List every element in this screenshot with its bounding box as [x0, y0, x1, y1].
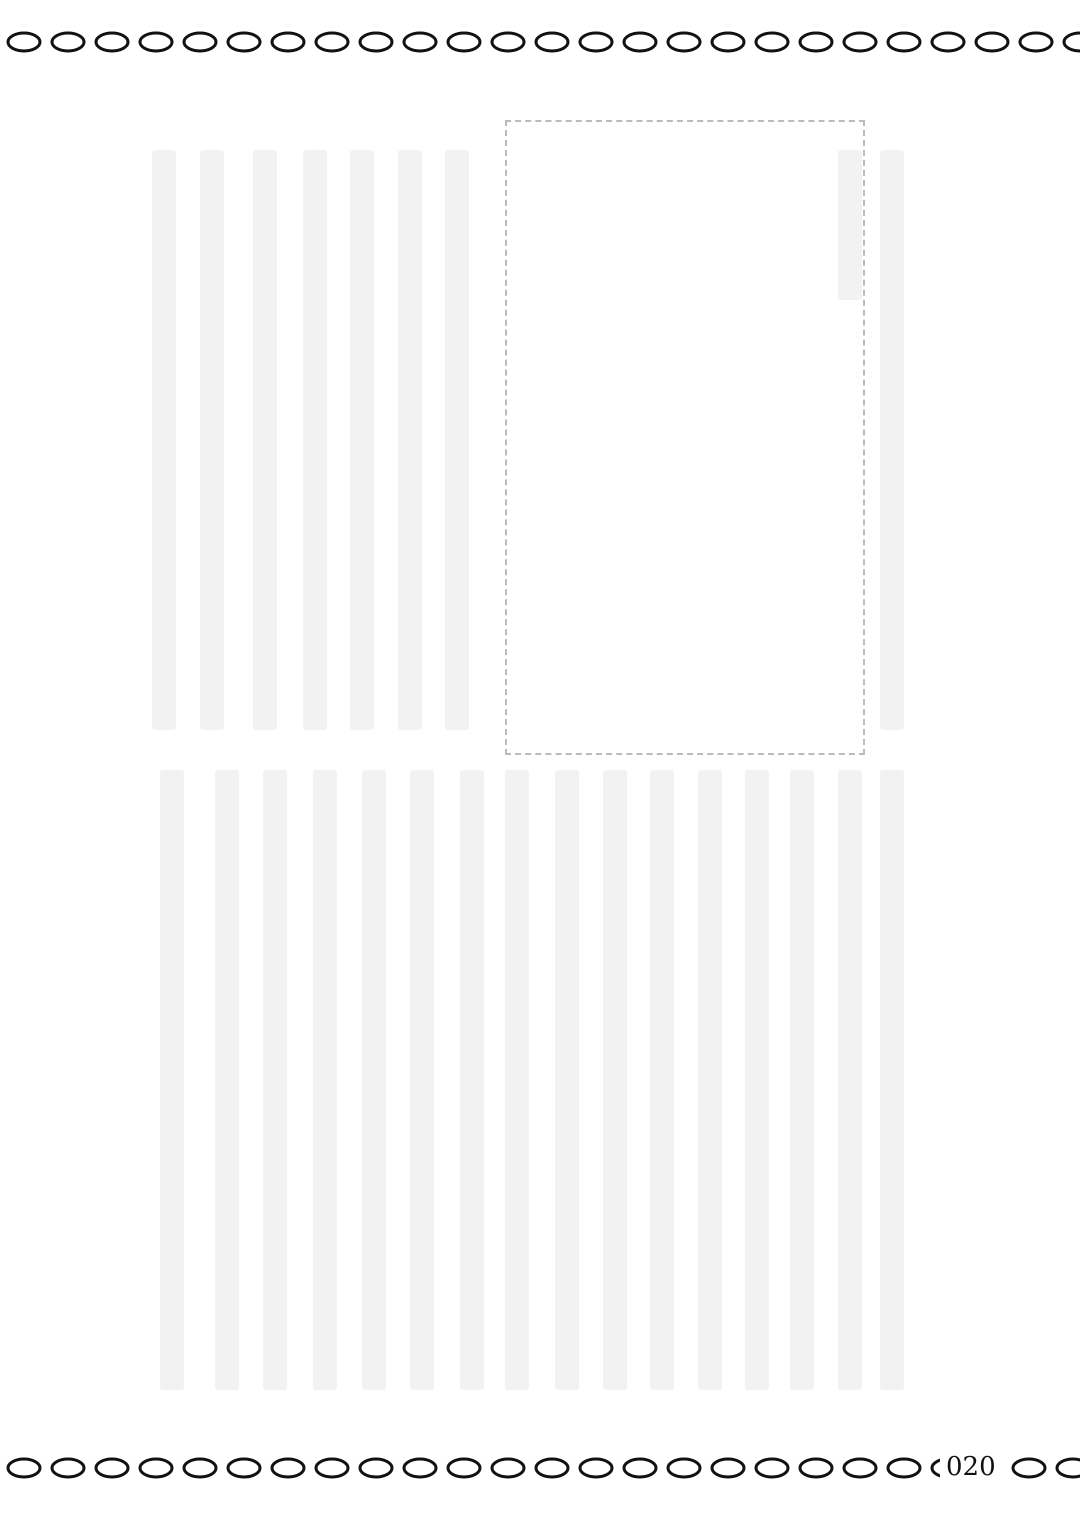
chain-link	[976, 33, 1008, 51]
illustration-placeholder	[505, 120, 865, 755]
chain-link	[228, 33, 260, 51]
chain-link	[624, 33, 656, 51]
chain-link	[360, 33, 392, 51]
chain-link	[272, 1459, 304, 1477]
text-column-placeholder	[790, 770, 814, 1390]
chain-link	[492, 33, 524, 51]
text-column-placeholder	[160, 770, 184, 1390]
text-column-placeholder	[152, 150, 176, 730]
text-column-placeholder	[505, 770, 529, 1390]
decorative-chain-border-bottom	[0, 1448, 940, 1488]
chain-link	[404, 1459, 436, 1477]
chain-link	[800, 1459, 832, 1477]
text-column-placeholder	[200, 150, 224, 730]
chain-link	[844, 1459, 876, 1477]
chain-link	[448, 33, 480, 51]
chain-link	[492, 1459, 524, 1477]
text-column-placeholder	[313, 770, 337, 1390]
text-column-placeholder	[838, 770, 862, 1390]
decorative-chain-border-bottom-end	[1005, 1448, 1080, 1488]
chain-link	[1064, 33, 1080, 51]
text-column-placeholder	[745, 770, 769, 1390]
chain-link	[800, 33, 832, 51]
chain-link	[668, 33, 700, 51]
chain-link	[8, 33, 40, 51]
chain-link	[184, 33, 216, 51]
text-column-placeholder	[698, 770, 722, 1390]
chain-link	[140, 33, 172, 51]
decorative-chain-border-top	[0, 22, 1080, 62]
chain-link	[52, 1459, 84, 1477]
text-column-placeholder	[603, 770, 627, 1390]
text-column-placeholder	[253, 150, 277, 730]
chain-link	[228, 1459, 260, 1477]
text-column-placeholder	[650, 770, 674, 1390]
text-column-placeholder	[880, 150, 904, 730]
chain-link	[360, 1459, 392, 1477]
text-column-placeholder	[215, 770, 239, 1390]
text-column-placeholder	[880, 770, 904, 1390]
text-column-placeholder	[838, 150, 862, 300]
chain-link	[844, 33, 876, 51]
chain-link	[580, 1459, 612, 1477]
chain-link	[712, 33, 744, 51]
chain-link	[316, 1459, 348, 1477]
text-column-placeholder	[350, 150, 374, 730]
chain-link	[536, 33, 568, 51]
chain-link	[8, 1459, 40, 1477]
text-column-placeholder	[445, 150, 469, 730]
chain-link	[184, 1459, 216, 1477]
page-number: 020	[946, 1452, 996, 1482]
chain-link	[1057, 1459, 1080, 1477]
chain-link	[52, 33, 84, 51]
chain-link	[448, 1459, 480, 1477]
chain-link	[316, 33, 348, 51]
chain-link	[888, 33, 920, 51]
chain-link	[580, 33, 612, 51]
chain-link	[888, 1459, 920, 1477]
chain-link	[932, 1459, 940, 1477]
chain-link	[756, 33, 788, 51]
chain-link	[96, 33, 128, 51]
chain-link	[140, 1459, 172, 1477]
chain-link	[712, 1459, 744, 1477]
text-column-placeholder	[303, 150, 327, 730]
chain-link	[756, 1459, 788, 1477]
chain-link	[668, 1459, 700, 1477]
text-column-placeholder	[410, 770, 434, 1390]
text-column-placeholder	[555, 770, 579, 1390]
chain-link	[1020, 33, 1052, 51]
text-column-placeholder	[362, 770, 386, 1390]
chain-link	[932, 33, 964, 51]
text-column-placeholder	[398, 150, 422, 730]
chain-link	[536, 1459, 568, 1477]
chain-link	[272, 33, 304, 51]
chain-link	[96, 1459, 128, 1477]
chain-link	[404, 33, 436, 51]
text-column-placeholder	[263, 770, 287, 1390]
text-column-placeholder	[460, 770, 484, 1390]
chain-link	[624, 1459, 656, 1477]
chain-link	[1013, 1459, 1045, 1477]
